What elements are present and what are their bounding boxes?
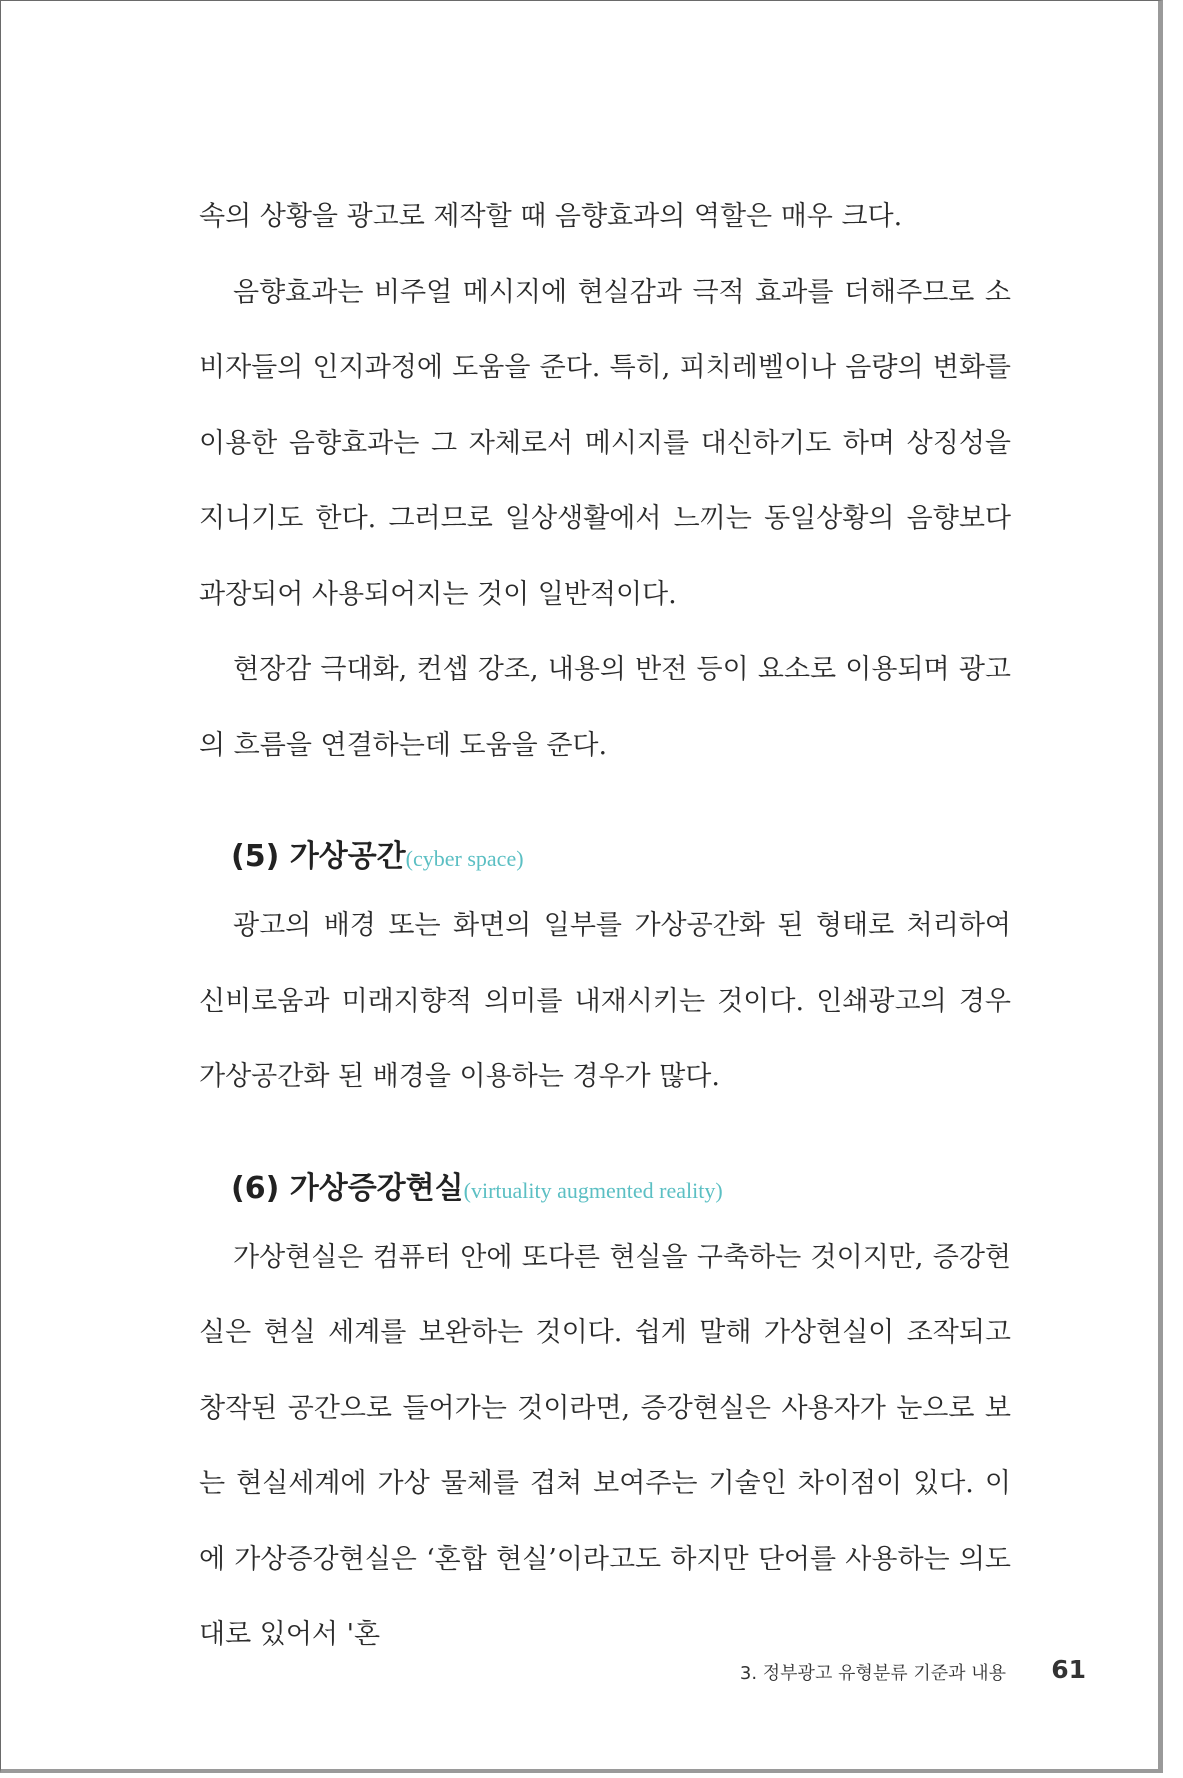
paragraph-sound-effects: 음향효과는 비주얼 메시지에 현실감과 극적 효과를 더해주므로 소비자들의 인지과정에 도움을 준다. 특히, 피치레벨이나 음량의 변화를 이용한 음향효과는 그 자체로서 메시지를 대신하기도 하며 상징성을 지니기도 한다. 그러므로 일상생활에서 느끼는 동일상황의 음향보다 과장되어 사용되어지는 것이 일반적이다. [199,276,1011,610]
paragraph-augmented-reality: 가상현실은 컴퓨터 안에 또다른 현실을 구축하는 것이지만, 증강현실은 현실 세계를 보완하는 것이다. 쉽게 말해 가상현실이 조작되고 창작된 공간으로 들어가는 것이라면, 증강현실은 사용자가 눈으로 보는 현실세계에 가상 물체를 겹쳐 보여주는 기술인 차이점이 있다. 이에 가상증강현실은 ‘혼합 현실’이라고도 하지만 단어를 사용하는 의도대로 있어서 '혼 [199,1241,1011,1650]
section-heading-augmented-reality [231,1158,1011,1220]
section-heading-cyber-space [231,826,1011,888]
page-footer [701,1655,1086,1685]
footer-chapter-title: 3. 정부광고 유형분류 기준과 내용 [739,1663,1006,1684]
section-subtitle: (cyber space) [405,846,524,871]
section-title: (5) 가상공간 [231,839,406,874]
page-number: 61 [1051,1655,1086,1684]
page-content [199,179,1011,1673]
paragraph-cyber-space: 광고의 배경 또는 화면의 일부를 가상공간화 된 형태로 처리하여 신비로움과 미래지향적 의미를 내재시키는 것이다. 인쇄광고의 경우 가상공간화 된 배경을 이용하는 경우가 많다. [199,910,1011,1092]
paragraph-continued: 속의 상황을 광고로 제작할 때 음향효과의 역할은 매우 크다. [199,201,903,232]
paragraph-sound-effects-usage: 현장감 극대화, 컨셉 강조, 내용의 반전 등이 요소로 이용되며 광고의 흐름을 연결하는데 도움을 준다. [199,654,1011,761]
section-subtitle: (virtuality augmented reality) [463,1177,723,1203]
section-title: (6) 가상증강현실 [231,1170,464,1206]
